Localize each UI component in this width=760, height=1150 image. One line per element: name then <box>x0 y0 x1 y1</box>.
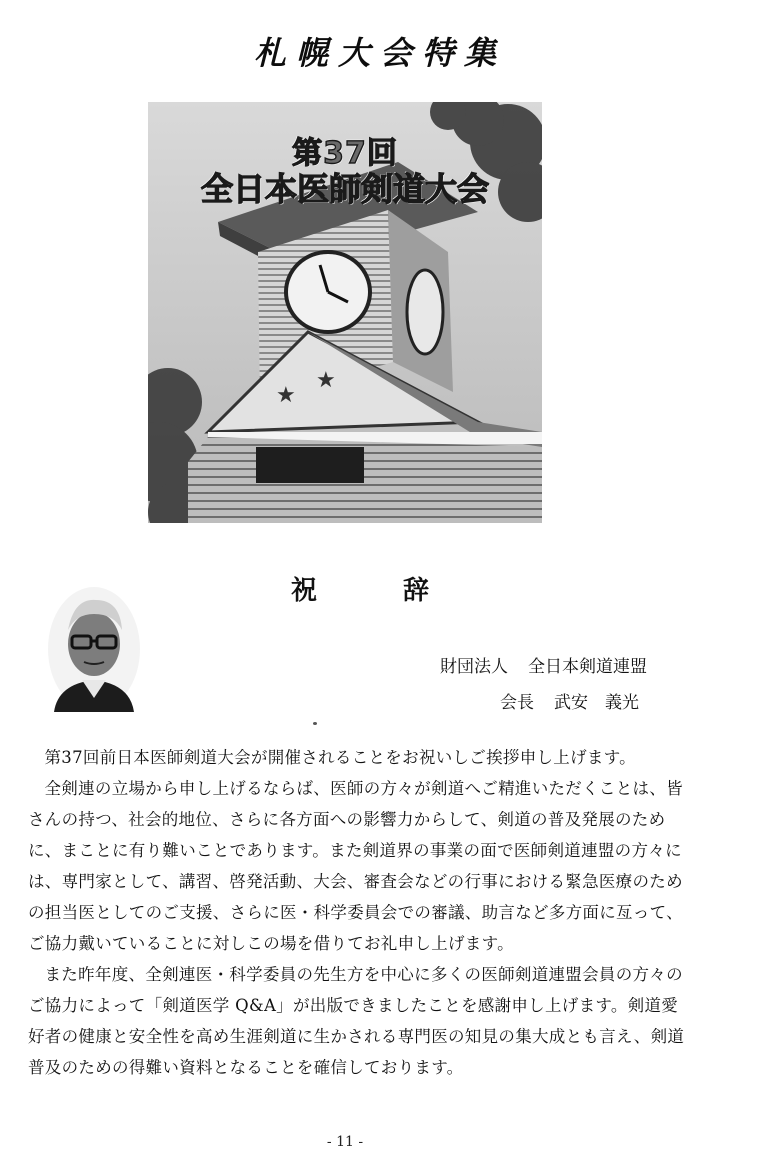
article-body <box>28 742 692 1083</box>
paragraph: また昨年度、全剣連医・科学委員の先生方を中心に多くの医師剣道連盟会員の方々のご協力によって「剣道医学 Q&A」が出版できましたことを感謝申し上げます。剣道愛好者の健康と安全性を高め生涯剣道に生かされる専門医の知見の集大成とも言え、剣道普及のための得難い資料となることを確信しております。 <box>28 965 685 1077</box>
page-number: - 11 - <box>326 1134 364 1150</box>
page-title: 札幌大会特集 <box>253 34 506 72</box>
section-heading: 祝 辞 <box>290 576 459 606</box>
photo-caption-line1: 第37回 <box>292 136 398 171</box>
author-role: 会長 <box>500 693 534 713</box>
organization-name: 全日本剣道連盟 <box>528 657 647 677</box>
photo-caption-line2: 全日本医師剣道大会 <box>200 170 489 208</box>
print-mark <box>313 722 317 725</box>
svg-text:★: ★ <box>276 383 296 408</box>
author-organization <box>440 652 647 677</box>
paragraph: 全剣連の立場から申し上げるならば、医師の方々が剣道へご精進いただくことは、皆さんの持つ、社会的地位、さらに各方面への影響力からして、剣道の普及発展のために、まことに有り難いことであります。また剣道界の事業の面で医師剣道連盟の方々には、専門家として、講習、啓発活動、大会、審査会などの行事における緊急医療のための担当医としてのご支援、さらに医・科学委員会での審議、助言など多方面に亙って、ご協力戴いていることに対しこの場を借りてお礼申し上げます。 <box>28 779 683 953</box>
organization-type: 財団法人 <box>440 657 508 677</box>
author-signature <box>500 688 639 713</box>
paragraph: 第37回前日本医師剣道大会が開催されることをお祝いしご挨拶申し上げます。 <box>44 748 636 767</box>
svg-text:★: ★ <box>316 368 336 393</box>
author-name: 武安 義光 <box>554 693 639 713</box>
clock-tower-photo <box>148 102 542 523</box>
author-portrait <box>44 584 144 714</box>
